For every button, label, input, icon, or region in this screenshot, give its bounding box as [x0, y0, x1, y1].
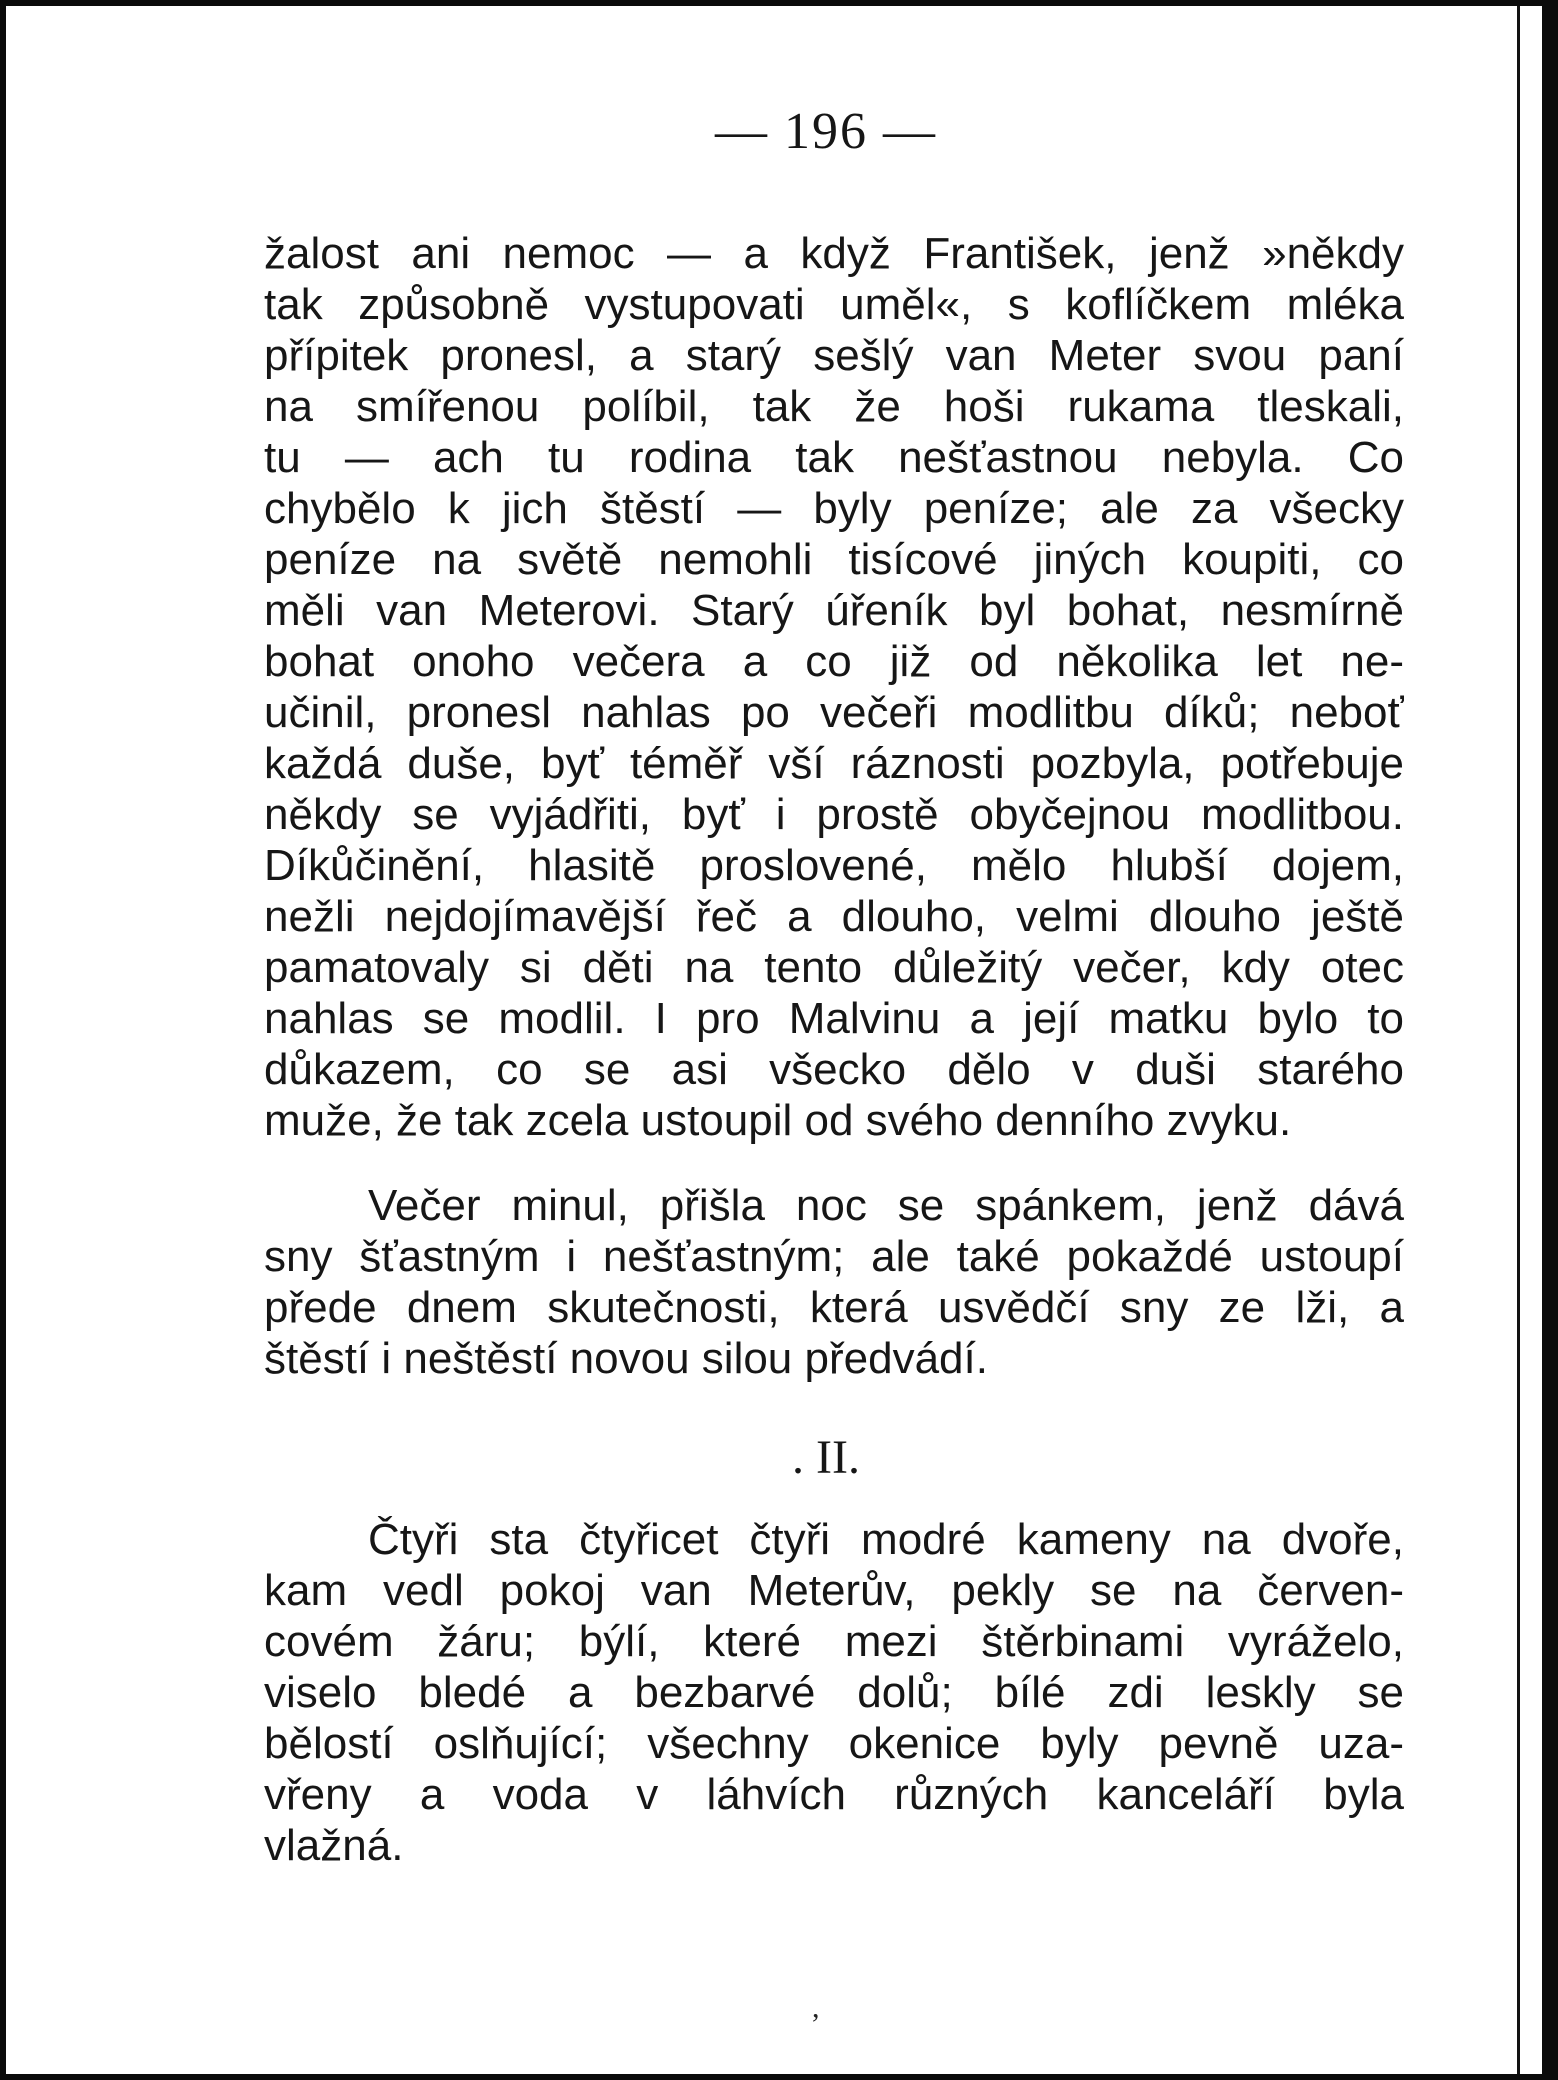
text-line: Čtyři sta čtyřicet čtyři modré kameny na dvoře, — [368, 1515, 1404, 1564]
text-line: muže, že tak zcela ustoupil od svého denního zvyku. — [264, 1096, 1292, 1145]
text-line: covém žáru; býlí, které mezi štěrbinami vyráželo, — [264, 1617, 1404, 1666]
text-line: pamatovaly si děti na tento důležitý večer, kdy otec — [264, 943, 1404, 992]
text-line: vlažná. — [264, 1821, 404, 1870]
stray-print-mark: , — [812, 1991, 820, 2024]
text-line: bohat onoho večera a co již od několika let ne- — [264, 637, 1404, 686]
text-line: každá duše, byť téměř vší ráznosti pozbyla, potřebuje — [264, 739, 1404, 788]
text-line: štěstí i neštěstí novou silou předvádí. — [264, 1334, 988, 1383]
text-line: nežli nejdojímavější řeč a dlouho, velmi dlouho ještě — [264, 892, 1404, 941]
text-line: bělostí oslňující; všechny okenice byly pevně uza- — [264, 1719, 1404, 1768]
text-line: měli van Meterovi. Starý úřeník byl bohat, nesmírně — [264, 586, 1404, 635]
text-line: žalost ani nemoc — a když František, jenž »někdy — [264, 229, 1404, 278]
text-line: přípitek pronesl, a starý sešlý van Meter svou paní — [264, 331, 1404, 380]
text-line: někdy se vyjádřiti, byť i prostě obyčejnou modlitbou. — [264, 790, 1404, 839]
text-line: tu — ach tu rodina tak nešťastnou nebyla. Co — [264, 433, 1404, 482]
text-line: Díkůčinění, hlasitě proslovené, mělo hlubší dojem, — [264, 841, 1404, 890]
page-number: — 196 — — [715, 103, 937, 160]
text-line: vřeny a voda v láhvích různých kanceláří byla — [264, 1770, 1404, 1819]
paragraph-evening — [264, 1180, 1404, 1384]
text-line: učinil, pronesl nahlas po večeři modlitbu díků; neboť — [264, 688, 1404, 737]
text-line: kam vedl pokoj van Meterův, pekly se na červen- — [264, 1566, 1404, 1615]
paragraph-courtyard — [264, 1514, 1404, 1871]
text-line: nahlas se modlil. I pro Malvinu a její matku bylo to — [264, 994, 1404, 1043]
text-line: důkazem, co se asi všecko dělo v duši starého — [264, 1045, 1404, 1094]
page-edge-line — [1517, 6, 1520, 2074]
text-line: tak způsobně vystupovati uměl«, s koflíčkem mléka — [264, 280, 1404, 329]
text-line: Večer minul, přišla noc se spánkem, jenž dává — [368, 1181, 1404, 1230]
text-line: na smířenou políbil, tak že hoši rukama tleskali, — [264, 382, 1404, 431]
text-line: chybělo k jich štěstí — byly peníze; ale za všecky — [264, 484, 1404, 533]
text-line: peníze na světě nemohli tisícové jiných koupiti, co — [264, 535, 1404, 584]
text-line: viselo bledé a bezbarvé dolů; bílé zdi leskly se — [264, 1668, 1404, 1717]
text-line: sny šťastným i nešťastným; ale také pokaždé ustoupí — [264, 1232, 1404, 1281]
paragraph-continuation — [264, 228, 1404, 1146]
text-line: přede dnem skutečnosti, která usvědčí sny ze lži, a — [264, 1283, 1404, 1332]
section-heading: . II. — [792, 1431, 860, 1484]
